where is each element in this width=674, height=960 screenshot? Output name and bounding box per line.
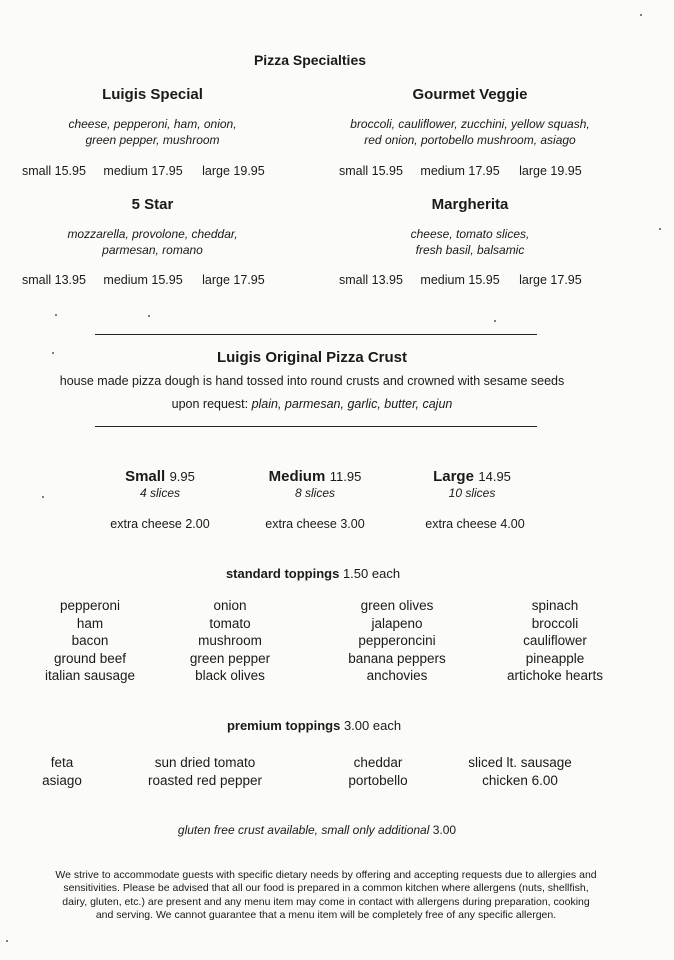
scan-speck bbox=[640, 14, 642, 16]
topping-item: tomato bbox=[209, 615, 251, 631]
allergen-disclaimer bbox=[12, 869, 640, 923]
description-line: green pepper, mushroom bbox=[85, 133, 220, 147]
premium-toppings-heading bbox=[0, 718, 628, 733]
specialty-prices bbox=[22, 273, 292, 287]
specialty-gourmet-veggie bbox=[330, 86, 610, 148]
size-price: 17.95 bbox=[468, 164, 500, 178]
size-slices: 4 slices bbox=[139, 486, 180, 500]
specialty-description bbox=[330, 226, 610, 258]
topping-column bbox=[20, 597, 160, 685]
extra-cheese-label: extra cheese bbox=[110, 517, 182, 531]
size-price: 13.95 bbox=[54, 273, 86, 287]
standard-toppings-label: standard toppings bbox=[225, 566, 340, 581]
specialty-prices bbox=[339, 164, 619, 178]
crust-description: house made pizza dough is hand tossed into round crusts and crowned with sesame seeds bbox=[59, 374, 565, 388]
topping-column bbox=[12, 754, 112, 789]
extra-cheese-price: 4.00 bbox=[500, 517, 525, 531]
scan-speck bbox=[6, 940, 8, 942]
topping-item: roasted red pepper bbox=[147, 772, 263, 788]
description-line: parmesan, romano bbox=[102, 243, 203, 257]
description-line: fresh basil, balsamic bbox=[415, 243, 525, 257]
topping-column bbox=[318, 754, 438, 789]
size-medium bbox=[245, 468, 385, 500]
crust-title: Luigis Original Pizza Crust bbox=[216, 349, 408, 366]
specialty-name: Gourmet Veggie bbox=[412, 86, 528, 103]
gluten-free-note bbox=[0, 823, 634, 837]
size-label: medium bbox=[103, 273, 148, 287]
topping-item: broccoli bbox=[531, 615, 579, 631]
specialty-luigis-special bbox=[20, 86, 285, 148]
scan-speck bbox=[55, 314, 57, 316]
size-price: 17.95 bbox=[151, 164, 183, 178]
topping-item: chicken 6.00 bbox=[482, 772, 558, 788]
size-price: 17.95 bbox=[233, 273, 265, 287]
specialty-description bbox=[20, 116, 285, 148]
standard-toppings-price: 1.50 each bbox=[342, 566, 401, 581]
size-price: 14.95 bbox=[478, 469, 511, 484]
size-label: medium bbox=[420, 273, 465, 287]
size-name: Large bbox=[433, 468, 474, 485]
topping-column bbox=[322, 597, 472, 685]
description-line: red onion, portobello mushroom, asiago bbox=[364, 133, 576, 147]
topping-item: onion bbox=[213, 598, 247, 613]
topping-item: black olives bbox=[195, 668, 265, 684]
extra-cheese-small bbox=[90, 517, 230, 531]
size-price: 9.95 bbox=[169, 469, 195, 484]
size-price: 15.95 bbox=[468, 273, 500, 287]
gluten-free-price: 3.00 bbox=[432, 823, 457, 837]
size-label: medium bbox=[103, 164, 148, 178]
topping-column bbox=[450, 754, 590, 789]
topping-item: ground beef bbox=[53, 650, 127, 666]
topping-item: cauliflower bbox=[523, 633, 587, 649]
size-price: 15.95 bbox=[151, 273, 183, 287]
size-slices: 10 slices bbox=[448, 486, 496, 500]
topping-item: pineapple bbox=[525, 650, 585, 666]
gluten-free-label: additional bbox=[378, 823, 430, 837]
specialty-description bbox=[20, 226, 285, 258]
size-price: 11.95 bbox=[329, 469, 362, 484]
size-label: small bbox=[22, 164, 52, 178]
specialty-5-star bbox=[20, 196, 285, 258]
topping-item: green olives bbox=[360, 598, 434, 613]
disclaimer-line: sensitivities. Please be advised that all our food is prepared in a common kitchen where allergens (nuts, shellfish, bbox=[63, 882, 589, 895]
disclaimer-line: and serving. We cannot guarantee that a menu item will be completely free of any specific allergen. bbox=[95, 909, 557, 922]
request-options: plain, parmesan, garlic, butter, cajun bbox=[251, 397, 453, 411]
size-price: 15.95 bbox=[371, 164, 403, 178]
size-label: large bbox=[519, 164, 547, 178]
description-line: mozzarella, provolone, cheddar, bbox=[67, 227, 238, 241]
page-title: Pizza Specialties bbox=[253, 52, 367, 68]
topping-item: cheddar bbox=[353, 755, 403, 770]
topping-item: ham bbox=[76, 615, 104, 631]
size-label: small bbox=[339, 273, 369, 287]
extra-cheese-price: 3.00 bbox=[340, 517, 365, 531]
gluten-free-text: gluten free crust available, small only bbox=[177, 823, 375, 837]
specialty-description bbox=[330, 116, 610, 148]
extra-cheese-price: 2.00 bbox=[185, 517, 210, 531]
extra-cheese-label: extra cheese bbox=[265, 517, 337, 531]
specialty-name: 5 Star bbox=[131, 196, 174, 213]
size-label: large bbox=[202, 164, 230, 178]
topping-item: sun dried tomato bbox=[154, 755, 256, 770]
topping-item: anchovies bbox=[366, 668, 428, 684]
size-label: small bbox=[22, 273, 52, 287]
specialty-prices bbox=[339, 273, 619, 287]
scan-speck bbox=[494, 320, 496, 322]
crust-request bbox=[0, 397, 624, 411]
scan-speck bbox=[659, 228, 661, 230]
scan-speck bbox=[148, 315, 150, 317]
size-large bbox=[402, 468, 542, 500]
scan-speck bbox=[42, 496, 44, 498]
topping-column bbox=[155, 597, 305, 685]
extra-cheese-label: extra cheese bbox=[425, 517, 497, 531]
topping-column bbox=[125, 754, 285, 789]
size-label: medium bbox=[420, 164, 465, 178]
size-name: Small bbox=[125, 468, 166, 485]
size-price: 13.95 bbox=[371, 273, 403, 287]
divider bbox=[95, 426, 537, 427]
topping-item: italian sausage bbox=[44, 668, 136, 684]
specialty-name: Luigis Special bbox=[102, 86, 203, 103]
description-line: broccoli, cauliflower, zucchini, yellow squash, bbox=[350, 117, 590, 131]
topping-item: mushroom bbox=[198, 633, 262, 649]
topping-item: artichoke hearts bbox=[506, 668, 604, 684]
topping-item: sliced lt. sausage bbox=[468, 755, 572, 770]
size-label: large bbox=[202, 273, 230, 287]
specialty-name: Margherita bbox=[431, 196, 509, 213]
description-line: cheese, pepperoni, ham, onion, bbox=[68, 117, 237, 131]
size-slices: 8 slices bbox=[294, 486, 335, 500]
standard-toppings-heading bbox=[0, 566, 626, 581]
topping-item: feta bbox=[50, 755, 74, 770]
size-price: 19.95 bbox=[550, 164, 582, 178]
disclaimer-line: dairy, gluten, etc.) are present and any menu item may come in contact with allergens during preparation, cooking bbox=[62, 895, 590, 908]
size-price: 15.95 bbox=[54, 164, 86, 178]
topping-column bbox=[480, 597, 630, 685]
size-label: small bbox=[339, 164, 369, 178]
extra-cheese-large bbox=[405, 517, 545, 531]
specialty-prices bbox=[22, 164, 292, 178]
topping-item: pepperoncini bbox=[358, 633, 436, 649]
topping-item: green pepper bbox=[189, 650, 271, 666]
scan-speck bbox=[52, 352, 54, 354]
size-name: Medium bbox=[268, 468, 326, 485]
topping-item: pepperoni bbox=[59, 598, 121, 613]
topping-item: bacon bbox=[71, 633, 109, 649]
size-label: large bbox=[519, 273, 547, 287]
disclaimer-line: We strive to accommodate guests with specific dietary needs by offering and accepting requests due to allergies and bbox=[55, 869, 597, 881]
premium-toppings-label: premium toppings bbox=[226, 718, 341, 733]
topping-item: jalapeno bbox=[371, 615, 423, 631]
size-price: 17.95 bbox=[550, 273, 582, 287]
request-label: upon request: bbox=[171, 397, 249, 411]
topping-item: portobello bbox=[348, 772, 408, 788]
premium-toppings-price: 3.00 each bbox=[343, 718, 402, 733]
description-line: cheese, tomato slices, bbox=[410, 227, 530, 241]
topping-item: asiago bbox=[42, 772, 82, 788]
topping-item: banana peppers bbox=[348, 650, 446, 666]
topping-item: spinach bbox=[531, 598, 579, 613]
size-small bbox=[90, 468, 230, 500]
extra-cheese-medium bbox=[245, 517, 385, 531]
divider bbox=[95, 334, 537, 335]
specialty-margherita bbox=[330, 196, 610, 258]
size-price: 19.95 bbox=[233, 164, 265, 178]
